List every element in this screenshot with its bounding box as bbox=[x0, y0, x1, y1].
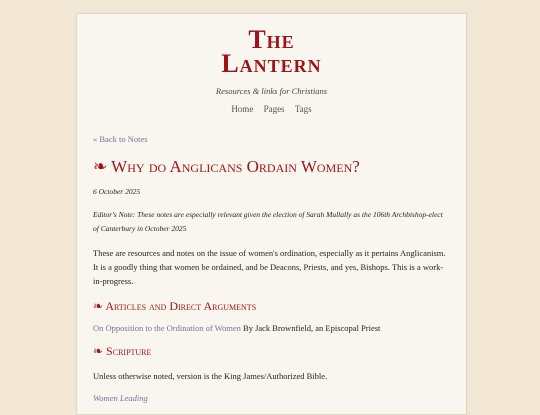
nav-pages[interactable]: Pages bbox=[263, 104, 285, 114]
post-date: 6 October 2025 bbox=[93, 187, 141, 196]
main-nav bbox=[77, 104, 466, 114]
site-title[interactable] bbox=[77, 14, 466, 76]
article-author: By Jack Brownfield, an Episcopal Priest bbox=[240, 323, 381, 333]
scripture-heading: ❧ Scripture bbox=[93, 344, 152, 358]
site-title-line2[interactable]: Lantern bbox=[221, 49, 322, 78]
women-leading-item[interactable]: Women Leading bbox=[93, 393, 148, 403]
page-card bbox=[76, 13, 467, 415]
nav-tags[interactable]: Tags bbox=[294, 104, 312, 114]
article-entry bbox=[93, 323, 450, 333]
back-to-notes-link[interactable]: « Back to Notes bbox=[93, 134, 148, 144]
article-link[interactable]: On Opposition to the Ordination of Women bbox=[93, 323, 241, 333]
post-content bbox=[77, 134, 466, 403]
masthead bbox=[77, 14, 466, 114]
site-title-line1[interactable]: The bbox=[248, 25, 295, 54]
site-tagline: Resources & links for Christians bbox=[215, 86, 328, 96]
post-title: ❧ Why do Anglicans Ordain Women? bbox=[93, 157, 360, 176]
scripture-note: Unless otherwise noted, version is the King James/Authorized Bible. bbox=[93, 371, 328, 381]
nav-home[interactable]: Home bbox=[231, 104, 254, 114]
editor-note: Editor's Note: These notes are especially relevant given the election of Sarah Mullally as the 106th Archbishop-elect of Canterbury in October 2025 bbox=[93, 210, 443, 233]
articles-heading: ❧ Articles and Direct Arguments bbox=[93, 299, 257, 313]
intro-paragraph: These are resources and notes on the issue of women's ordination, especially as it pertains Anglicanism. It is a goodly thing that women be ordained, and be Deacons, Priests, and yes, Bishops. This is a work-in-progress. bbox=[93, 248, 446, 286]
